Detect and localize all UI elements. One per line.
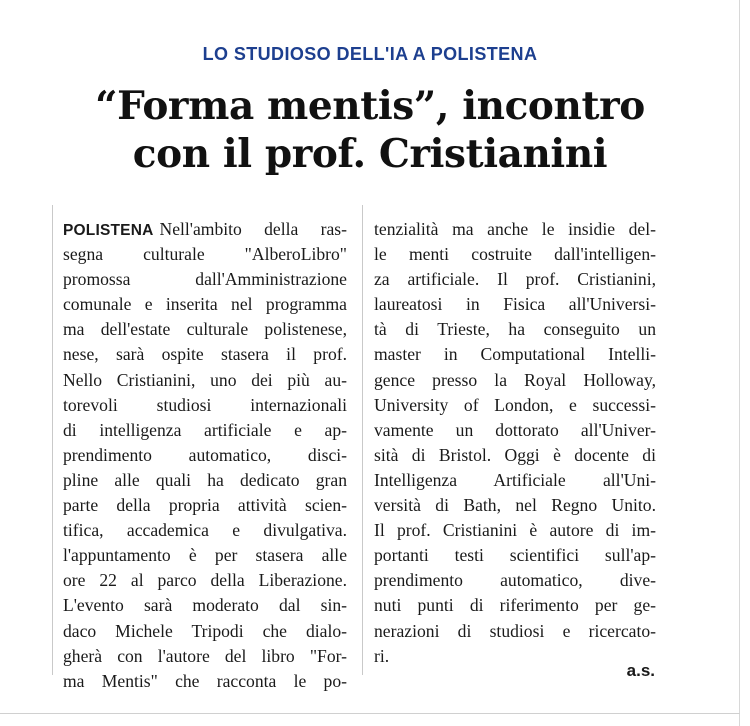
- body-line: prendimento automatico, dive-: [374, 570, 656, 591]
- body-line: ma Mentis" che racconta le po-: [63, 670, 347, 691]
- body-line: laureatosi in Fisica all'Universi-: [374, 294, 656, 315]
- body-line: ore 22 al parco della Liberazione.: [63, 570, 347, 591]
- body-line: di intelligenza artificiale e ap-: [63, 419, 347, 440]
- body-line: [63, 217, 347, 242]
- body-line: nese, sarà ospite stasera il prof.: [63, 344, 347, 365]
- body-line: pline alle quali ha dedicato gran: [63, 469, 347, 490]
- body-line: sità di Bristol. Oggi è docente di: [374, 444, 656, 465]
- body-line: gherà con l'autore del libro "For-: [63, 645, 347, 666]
- body-line: versità di Bath, nel Regno Unito.: [374, 495, 656, 516]
- bottom-rule: [0, 713, 740, 714]
- body-line: University of London, e successi-: [374, 394, 656, 415]
- author-signature: a.s.: [626, 661, 655, 680]
- body-column-left: [63, 217, 347, 694]
- body-line: za artificiale. Il prof. Cristianini,: [374, 269, 656, 290]
- body-line: l'appuntamento è per stasera alle: [63, 545, 347, 566]
- body-line: Intelligenza Artificiale all'Uni-: [374, 469, 656, 490]
- body-line: promossa dall'Amministrazione: [63, 269, 347, 290]
- body-line: torevoli studiosi internazionali: [63, 394, 347, 415]
- headline: [0, 82, 740, 178]
- headline-line: “Forma mentis”, incontro: [95, 83, 645, 129]
- body-line: ri.: [374, 645, 390, 666]
- body-line: prendimento automatico, disci-: [63, 444, 347, 465]
- body-line: tifica, accademica e divulgativa.: [63, 520, 347, 541]
- body-line: master in Computational Intelli-: [374, 344, 656, 365]
- body-line: ma dell'estate culturale polistenese,: [63, 319, 347, 340]
- body-line: le menti costruite dall'intelligen-: [374, 244, 656, 265]
- column-rule-left: [52, 205, 53, 675]
- body-line: Il prof. Cristianini è autore di im-: [374, 520, 656, 541]
- body-line: comunale e inserita nel programma: [63, 294, 347, 315]
- body-line: vamente un dottorato all'Univer-: [374, 419, 656, 440]
- body-line: nuti punti di riferimento per ge-: [374, 595, 656, 616]
- body-line: tà di Trieste, ha conseguito un: [374, 319, 656, 340]
- body-line-text: Nell'ambito della ras-: [159, 219, 347, 239]
- headline-line: con il prof. Cristianini: [132, 131, 608, 177]
- body-line: gence presso la Royal Holloway,: [374, 369, 656, 390]
- body-line: L'evento sarà moderato dal sin-: [63, 595, 347, 616]
- body-line: Nello Cristianini, uno dei più au-: [63, 369, 347, 390]
- dateline: POLISTENA: [63, 222, 154, 239]
- body-line: segna culturale "AlberoLibro": [63, 244, 347, 265]
- body-line: nerazioni di studiosi e ricercato-: [374, 620, 656, 641]
- body-line: parte della propria attività scien-: [63, 495, 347, 516]
- kicker: LO STUDIOSO DELL'IA A POLISTENA: [202, 44, 538, 64]
- body-line: portanti testi scientifici sull'ap-: [374, 545, 656, 566]
- body-line: tenzialità ma anche le insidie del-: [374, 219, 656, 239]
- body-column-right: [374, 217, 656, 669]
- body-line: daco Michele Tripodi che dialo-: [63, 620, 347, 641]
- column-rule-middle: [362, 205, 363, 675]
